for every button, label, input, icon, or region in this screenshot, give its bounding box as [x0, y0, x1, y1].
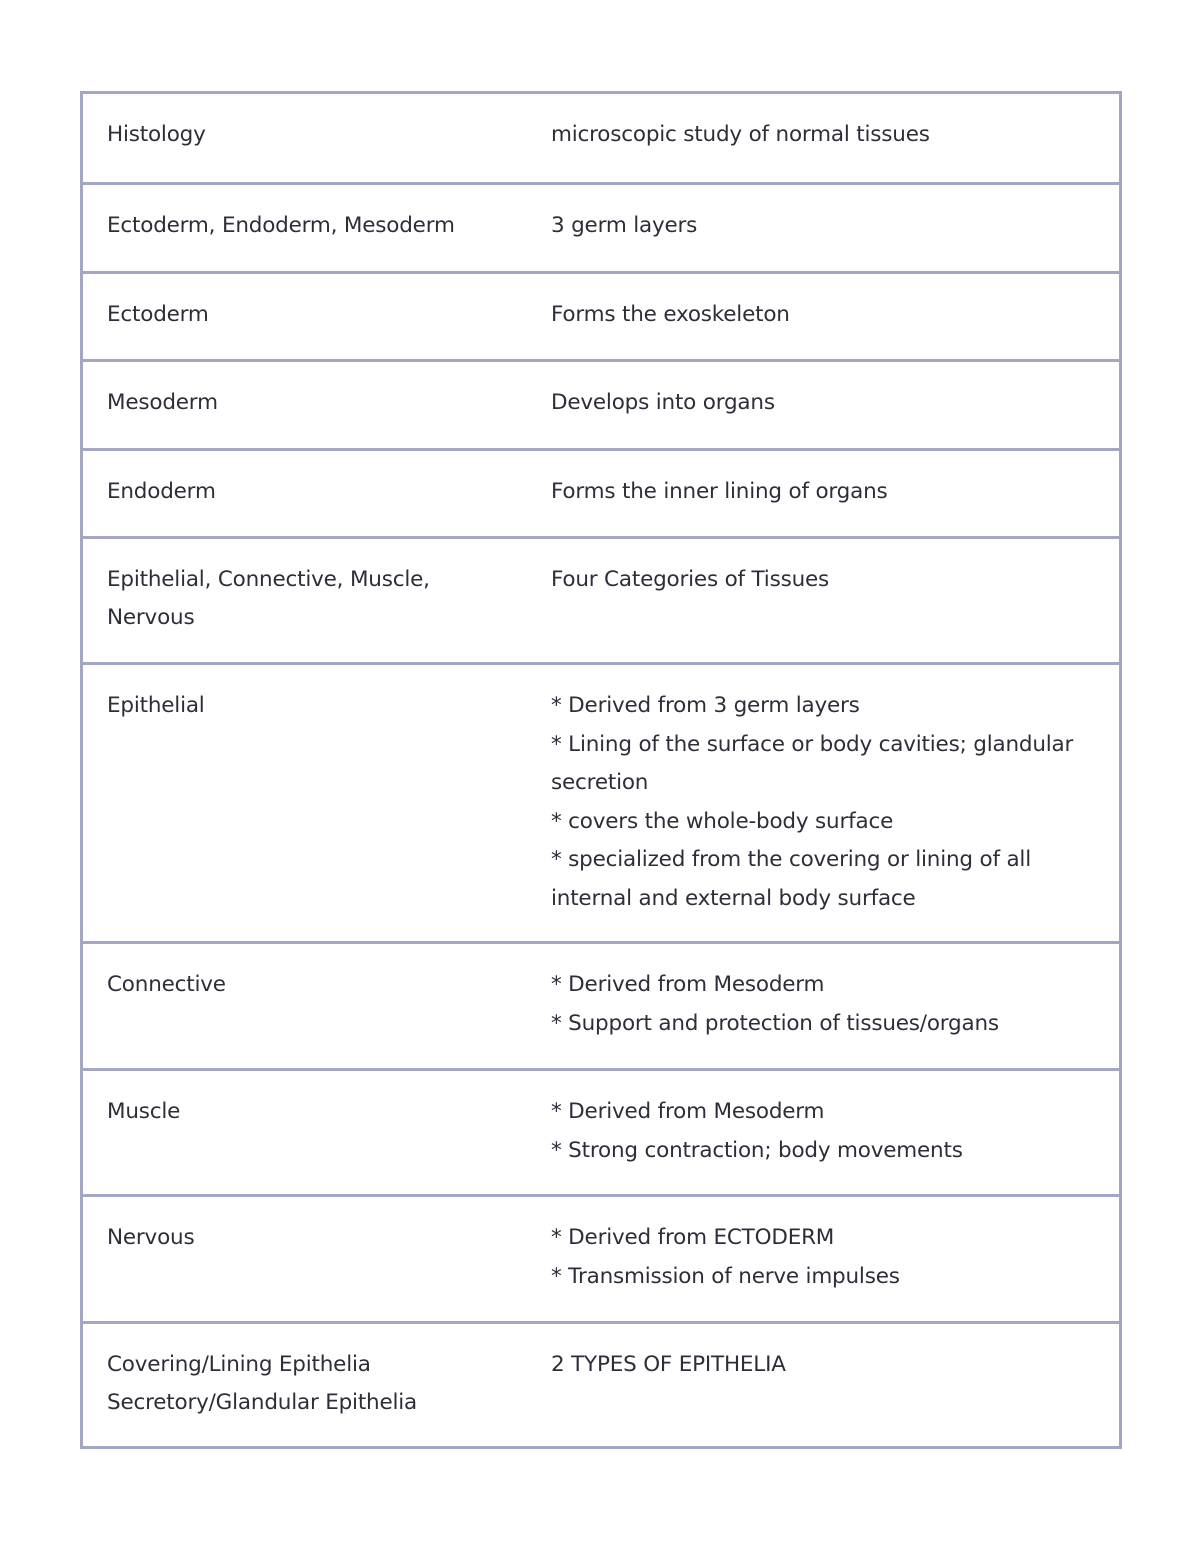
- definition-cell: Forms the inner lining of organs: [551, 479, 888, 504]
- table-row: [83, 448, 1119, 536]
- table-row: [83, 536, 1119, 662]
- definition-cell: 2 TYPES OF EPITHELIA: [551, 1352, 786, 1377]
- table-row: [83, 359, 1119, 448]
- table-row: [83, 941, 1119, 1068]
- table-row: [83, 94, 1119, 182]
- term-cell: Mesoderm: [107, 390, 218, 415]
- definition-cell: * Derived from 3 germ layers * Lining of the surface or body cavities; glandular secretion * covers the whole-body surface * specialized from the covering or lining of all internal and external body surface: [551, 693, 1074, 911]
- table-row: [83, 1321, 1119, 1446]
- definition-cell: Four Categories of Tissues: [551, 567, 830, 592]
- definition-cell: * Derived from Mesoderm * Strong contraction; body movements: [551, 1099, 963, 1163]
- term-cell: Connective: [107, 972, 226, 997]
- table-row: [83, 1068, 1119, 1194]
- definition-cell: 3 germ layers: [551, 213, 698, 238]
- term-cell: Ectoderm: [107, 302, 209, 327]
- term-cell: Muscle: [107, 1099, 181, 1124]
- table-row: [83, 182, 1119, 271]
- definition-cell: Forms the exoskeleton: [551, 302, 790, 327]
- table-row: [83, 662, 1119, 941]
- term-cell: Nervous: [107, 1225, 195, 1250]
- table-row: [83, 271, 1119, 359]
- term-cell: Epithelial: [107, 693, 205, 718]
- term-cell: Histology: [107, 122, 206, 147]
- definition-cell: microscopic study of normal tissues: [551, 122, 930, 147]
- term-cell: Endoderm: [107, 479, 216, 504]
- definition-cell: Develops into organs: [551, 390, 775, 415]
- term-cell: Ectoderm, Endoderm, Mesoderm: [107, 213, 455, 238]
- term-cell: Covering/Lining Epithelia Secretory/Glandular Epithelia: [107, 1352, 418, 1415]
- table-row: [83, 1194, 1119, 1321]
- definition-cell: * Derived from ECTODERM * Transmission of nerve impulses: [551, 1225, 900, 1289]
- flashcard-table: [80, 91, 1122, 1449]
- term-cell: Epithelial, Connective, Muscle, Nervous: [107, 567, 430, 630]
- definition-cell: * Derived from Mesoderm * Support and protection of tissues/organs: [551, 972, 999, 1036]
